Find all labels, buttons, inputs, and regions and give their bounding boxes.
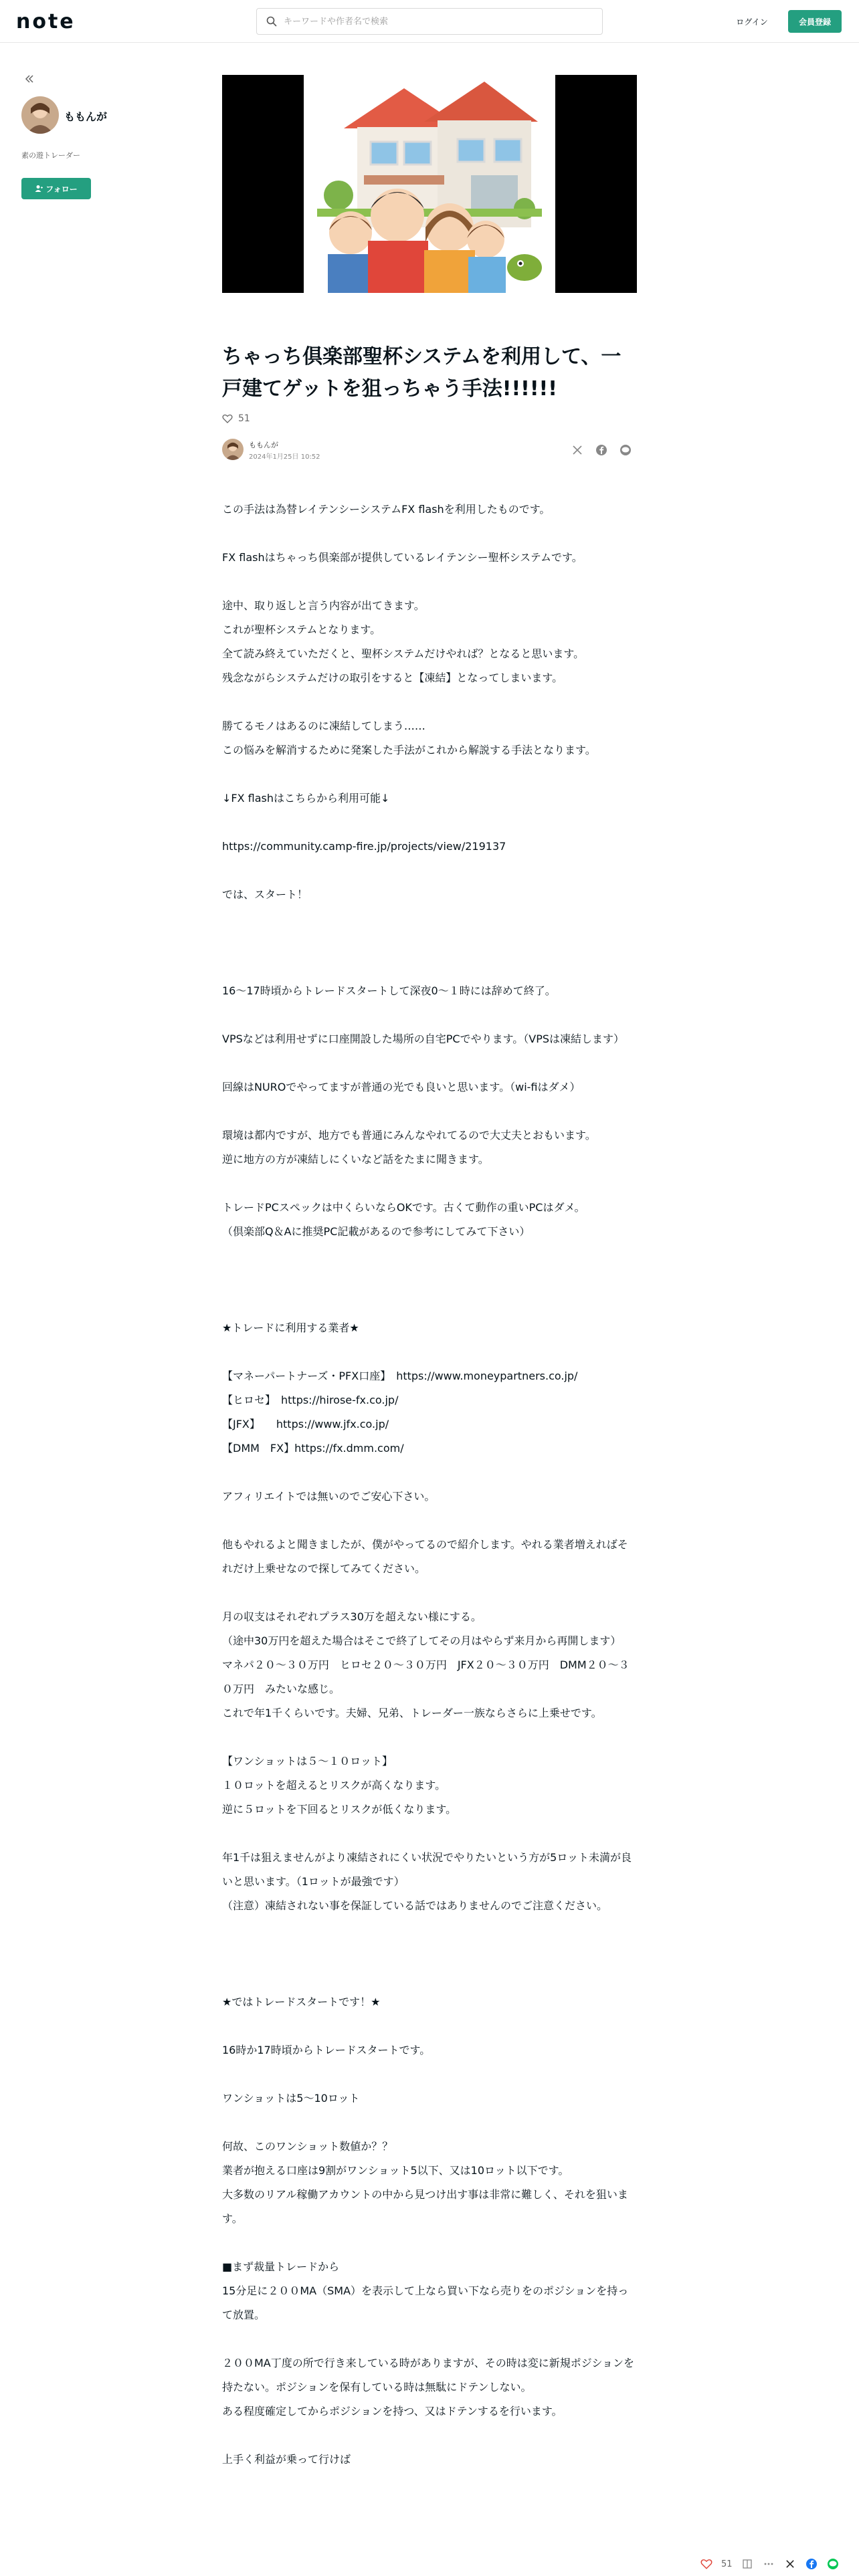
share-x-floating-icon[interactable] [783, 2557, 797, 2571]
article-body [222, 498, 637, 2496]
article-paragraph: 途中、取り返しと言う内容が出てきます。 これが聖杯システムとなります。 全て読み終えていただくと、聖杯システムだけやれば？となると思います。 残念ながらシステムだけの取引をすると【凍結】となってしまいます。 [222, 599, 585, 684]
article-paragraph: 【マネーパートナーズ・PFX口座】 https://www.moneypartners.co.jp/ 【ヒロセ】 https://hirose-fx.co.jp/ 【JFX】 https://www.jfx.co.jp/ 【DMM FX】https://fx.dmm.com/ [222, 1370, 578, 1455]
follow-button[interactable] [21, 178, 91, 199]
article-title: ちゃっち倶楽部聖杯システムを利用して、一戸建てゲットを狙っちゃう手法!!!!!! [222, 345, 622, 401]
article-paragraph: 何故、このワンショット数値か？？ 業者が抱える口座は9割がワンショット5以下、又は10ロット以下です。 大多数のリアル稼働アカウントの中から見つけ出す事は非常に難しく、それを狙います。 [222, 2140, 628, 2225]
more-icon[interactable] [762, 2557, 775, 2571]
like-count: 51 [238, 413, 250, 424]
article-paragraph: VPSなどは利用せずに口座開設した場所の自宅PCでやります。（VPSは凍結します） [222, 1033, 625, 1045]
article-paragraph: 年1千は狙えませんがより凍結されにくい状況でやりたいという方が5ロット未満が良いと思います。（1ロットが最強です） （注意）凍結されない事を保証している話ではありませんのでご注意ください。 [222, 1851, 632, 1912]
byline-avatar[interactable] [222, 439, 244, 460]
article-paragraph: 16〜17時頃からトレードスタートして深夜0〜１時には辞めて終了。 [222, 984, 556, 997]
article-paragraph: FX flashはちゃっち倶楽部が提供しているレイテンシー聖杯システムです。 [222, 551, 583, 564]
article-paragraph: 【ワンショットは５〜１０ロット】 １０ロットを超えるとリスクが高くなります。 逆に５ロットを下回るとリスクが低くなります。 [222, 1755, 457, 1816]
article-paragraph: ↓FX flashはこちらから利用可能↓ [222, 792, 390, 804]
article-paragraph [222, 931, 637, 955]
article-paragraph: ワンショットは5〜10ロット [222, 2092, 360, 2105]
article-paragraph: トレードPCスペックは中くらいならOKです。古くて動作の重いPCはダメ。 （倶楽部Q＆Aに推奨PC記載があるので参考にしてみて下さい） [222, 1201, 585, 1238]
share-facebook-icon[interactable] [594, 443, 609, 457]
login-button[interactable]: ログイン [736, 17, 768, 27]
article-paragraph: ★ではトレードスタートです！★ [222, 1996, 381, 2008]
bookmark-icon[interactable] [741, 2557, 754, 2571]
article-paragraph: この手法は為替レイテンシーシステムFX flashを利用したものです。 [222, 503, 551, 516]
author-avatar[interactable] [21, 96, 59, 134]
article-paragraph: 16時か17時頃からトレードスタートです。 [222, 2044, 431, 2056]
family-house-illustration [304, 75, 555, 293]
publish-date: 2024年1月25日 10:52 [249, 453, 320, 461]
share-x-icon[interactable] [570, 443, 585, 457]
search-input[interactable] [284, 17, 591, 27]
add-user-icon [35, 185, 43, 193]
article-paragraph: アフィリエイトでは無いのでご安心下さい。 [222, 1490, 436, 1503]
site-header [0, 0, 859, 43]
article-paragraph: 月の収支はそれぞれプラス30万を超えない様にする。 （途中30万円を超えた場合はそこで終了してその月はやらず来月から再開します） マネパ２０〜３０万円 ヒロセ２０〜３０万円 JFX２０〜３０万円 DMM２０〜３０万円 みたいな感じ。 これで年1千くらいです。夫婦、兄弟、トレーダー一族ならさらに上乗せです。 [222, 1610, 630, 1719]
heart-icon[interactable] [222, 413, 233, 424]
author-byline [222, 439, 637, 463]
article-paragraph: 回線はNUROでやってますが普通の光でも良いと思います。（wi-fiはダメ） [222, 1081, 581, 1093]
article-paragraph: 他もやれるよと聞きましたが、僕がやってるので紹介します。やれる業者増えればそれだけ上乗せなので探してみてください。 [222, 1538, 628, 1575]
search-box[interactable] [256, 8, 603, 35]
note-logo[interactable]: note [16, 9, 76, 33]
floating-action-bar [700, 2555, 855, 2573]
article-paragraph [222, 1268, 637, 1292]
article-paragraph: https://community.camp-fire.jp/projects/view/219137 [222, 840, 506, 853]
sidebar-author-bio: 素の遊トレーダー [21, 151, 80, 160]
signup-button[interactable]: 会員登録 [788, 10, 842, 33]
sidebar-author-name[interactable]: ももんが [64, 110, 108, 123]
follow-label: フォロー [45, 184, 78, 194]
article-paragraph: 環境は都内ですが、地方でも普通にみんなやれてるので大丈夫とおもいます。 逆に地方の方が凍結しにくいなど話をたまに聞きます。 [222, 1129, 596, 1166]
like-summary[interactable] [222, 411, 250, 427]
article-paragraph: 勝てるモノはあるのに凍結してしまう…… この悩みを解消するために発案した手法がこれから解説する手法となります。 [222, 720, 596, 756]
share-facebook-floating-icon[interactable] [805, 2557, 818, 2571]
floating-like-count: 51 [721, 2559, 733, 2569]
hero-image [222, 75, 637, 293]
share-line-floating-icon[interactable] [826, 2557, 840, 2571]
article-paragraph: ■まず裁量トレードから 15分足に２００MA（SMA）を表示して上なら買い下なら売りをのポジションを持って放置。 [222, 2260, 629, 2321]
byline-author-name[interactable]: ももんが [249, 441, 278, 449]
share-line-icon[interactable] [618, 443, 633, 457]
article-paragraph: 上手く利益が乗って行けば [222, 2453, 351, 2466]
like-heart-icon[interactable] [700, 2557, 713, 2571]
search-icon [266, 16, 277, 27]
collapse-sidebar-icon[interactable] [21, 71, 37, 87]
article-paragraph: ２００MA丁度の所で行き来している時がありますが、その時は変に新規ポジションを持たない。ポジションを保有している時は無駄にドテンしない。 ある程度確定してからポジションを持つ、又はドテンするを行います。 [222, 2357, 635, 2418]
article-paragraph: では、スタート！ [222, 888, 308, 901]
article-paragraph [222, 1942, 637, 1966]
article-paragraph: ★トレードに利用する業者★ [222, 1321, 359, 1334]
